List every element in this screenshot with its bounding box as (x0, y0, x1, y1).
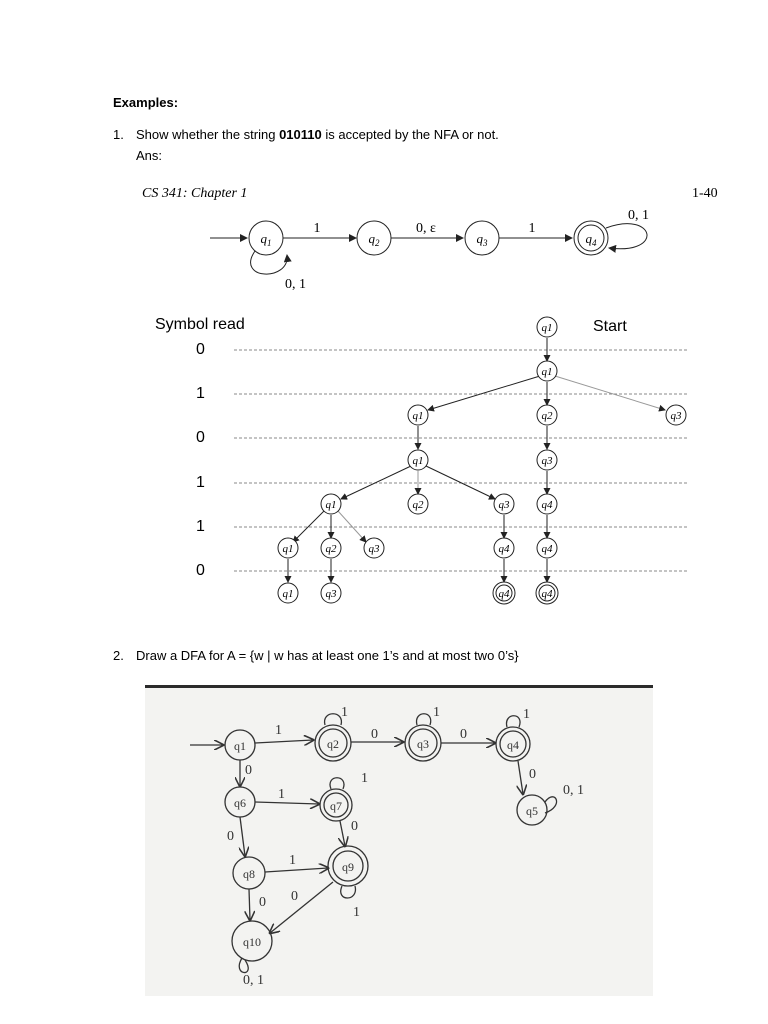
tree-node (536, 582, 558, 604)
svg-text:q3: $q_3$ (476, 231, 488, 248)
figure-header-right: 1-40 (692, 186, 718, 201)
symbol-read-header: Symbol read (155, 316, 245, 333)
svg-text:q3: q3 (541, 455, 553, 467)
tree-node (537, 361, 557, 381)
nfa-edge-q3-q4-label: 1 (528, 221, 536, 236)
svg-text:q1: q1 (412, 455, 424, 467)
svg-text:q7: q7 (330, 799, 342, 813)
tree-node (321, 494, 341, 514)
question-1-string: 010110 (279, 127, 322, 142)
svg-text:q4: $q_4$ (585, 231, 597, 248)
tree-node (408, 494, 428, 514)
svg-text:1: 1 (289, 853, 296, 868)
svg-text:q5: q5 (526, 804, 538, 818)
tree-node (321, 538, 341, 558)
tree-node (408, 450, 428, 470)
tree-node (537, 450, 557, 470)
tree-node (537, 538, 557, 558)
nfa-diagram (195, 200, 675, 300)
svg-text:q3: q3 (417, 737, 429, 751)
tree-node (537, 405, 557, 425)
nfa-state-q1 (249, 221, 283, 255)
svg-text:1: 1 (523, 707, 530, 722)
svg-text:q3: q3 (368, 543, 380, 555)
heading: Examples: (113, 95, 179, 110)
tree-node (493, 582, 515, 604)
tree-edges (288, 338, 665, 582)
svg-text:q2: q2 (541, 410, 553, 422)
question-1-number: 1. (113, 127, 124, 142)
tree-node (494, 538, 514, 558)
svg-text:q4: q4 (541, 588, 553, 600)
tree-nodes (278, 317, 686, 604)
svg-text:0: 0 (259, 895, 266, 910)
svg-text:q8: q8 (243, 867, 255, 881)
svg-text:q1: q1 (234, 739, 246, 753)
nfa-state-q3 (465, 221, 499, 255)
start-label: Start (593, 318, 627, 335)
svg-text:0: 0 (351, 819, 358, 834)
tree-node (364, 538, 384, 558)
svg-text:q4: q4 (498, 588, 510, 600)
svg-text:1: 1 (361, 771, 368, 786)
svg-text:q1: $q_1$ (260, 231, 272, 248)
nfa-loop-q4 (606, 224, 647, 249)
nfa-edge-q2-q3-label: 0, ε (416, 221, 436, 236)
tree-node (537, 494, 557, 514)
handwritten-dfa-drawing (145, 688, 653, 996)
svg-text:q1: q1 (541, 322, 553, 334)
svg-text:1: 1 (353, 905, 360, 920)
computation-tree (0, 300, 768, 620)
nfa-edge-q1-q2-label: 1 (313, 221, 321, 236)
question-2-number: 2. (113, 648, 124, 663)
tree-row-lines (234, 350, 688, 571)
svg-text:0: 0 (529, 767, 536, 782)
symbol-0: 0 (196, 341, 205, 358)
svg-text:q3: q3 (498, 499, 510, 511)
handwritten-dfa-photo (145, 685, 653, 996)
nfa-state-q2 (357, 221, 391, 255)
svg-text:q9: q9 (342, 860, 354, 874)
svg-text:1: 1 (433, 705, 440, 720)
svg-text:q1: q1 (541, 366, 553, 378)
tree-node (666, 405, 686, 425)
svg-text:1: 1 (341, 705, 348, 720)
symbol-3: 1 (196, 474, 205, 491)
question-1-text (136, 127, 499, 143)
svg-text:0, 1: 0, 1 (243, 973, 264, 988)
svg-text:1: 1 (278, 787, 285, 802)
tree-node (278, 583, 298, 603)
nfa-loop-q4-label: 0, 1 (628, 208, 649, 223)
tree-node (278, 538, 298, 558)
svg-text:0: 0 (227, 829, 234, 844)
svg-text:q4: q4 (541, 543, 553, 555)
svg-text:0: 0 (371, 727, 378, 742)
tree-node (494, 494, 514, 514)
svg-text:q2: q2 (412, 499, 424, 511)
svg-text:q2: q2 (327, 737, 339, 751)
symbol-2: 0 (196, 429, 205, 446)
svg-text:1: 1 (275, 723, 282, 738)
svg-text:q4: q4 (498, 543, 510, 555)
svg-text:0: 0 (291, 889, 298, 904)
svg-text:0: 0 (245, 763, 252, 778)
nfa-state-q4 (574, 221, 608, 255)
question-1-prefix: Show whether the string (136, 127, 280, 142)
svg-text:q2: q2 (325, 543, 337, 555)
svg-text:q1: q1 (282, 588, 294, 600)
tree-node (537, 317, 557, 337)
nfa-loop-q1-label: 0, 1 (285, 277, 306, 292)
figure-header-left: CS 341: Chapter 1 (142, 186, 248, 201)
svg-text:q3: q3 (670, 410, 682, 422)
svg-text:q10: q10 (243, 935, 261, 949)
symbol-1: 1 (196, 385, 205, 402)
svg-text:q2: $q_2$ (368, 231, 380, 248)
svg-text:q4: q4 (541, 499, 553, 511)
svg-text:q3: q3 (325, 588, 337, 600)
tree-node (408, 405, 428, 425)
svg-text:0, 1: 0, 1 (563, 783, 584, 798)
svg-text:q1: q1 (282, 543, 294, 555)
answer-label: Ans: (136, 148, 163, 163)
svg-text:q6: q6 (234, 796, 246, 810)
svg-text:q1: q1 (325, 499, 337, 511)
svg-text:0: 0 (460, 727, 467, 742)
symbol-4: 1 (196, 518, 205, 535)
question-2-text: Draw a DFA for A = {w | w has at least one 1’s and at most two 0’s} (136, 648, 519, 663)
question-1-suffix: is accepted by the NFA or not. (321, 127, 499, 142)
tree-node (321, 583, 341, 603)
svg-text:q4: q4 (507, 738, 519, 752)
symbol-5: 0 (196, 562, 205, 579)
svg-text:q1: q1 (412, 410, 424, 422)
